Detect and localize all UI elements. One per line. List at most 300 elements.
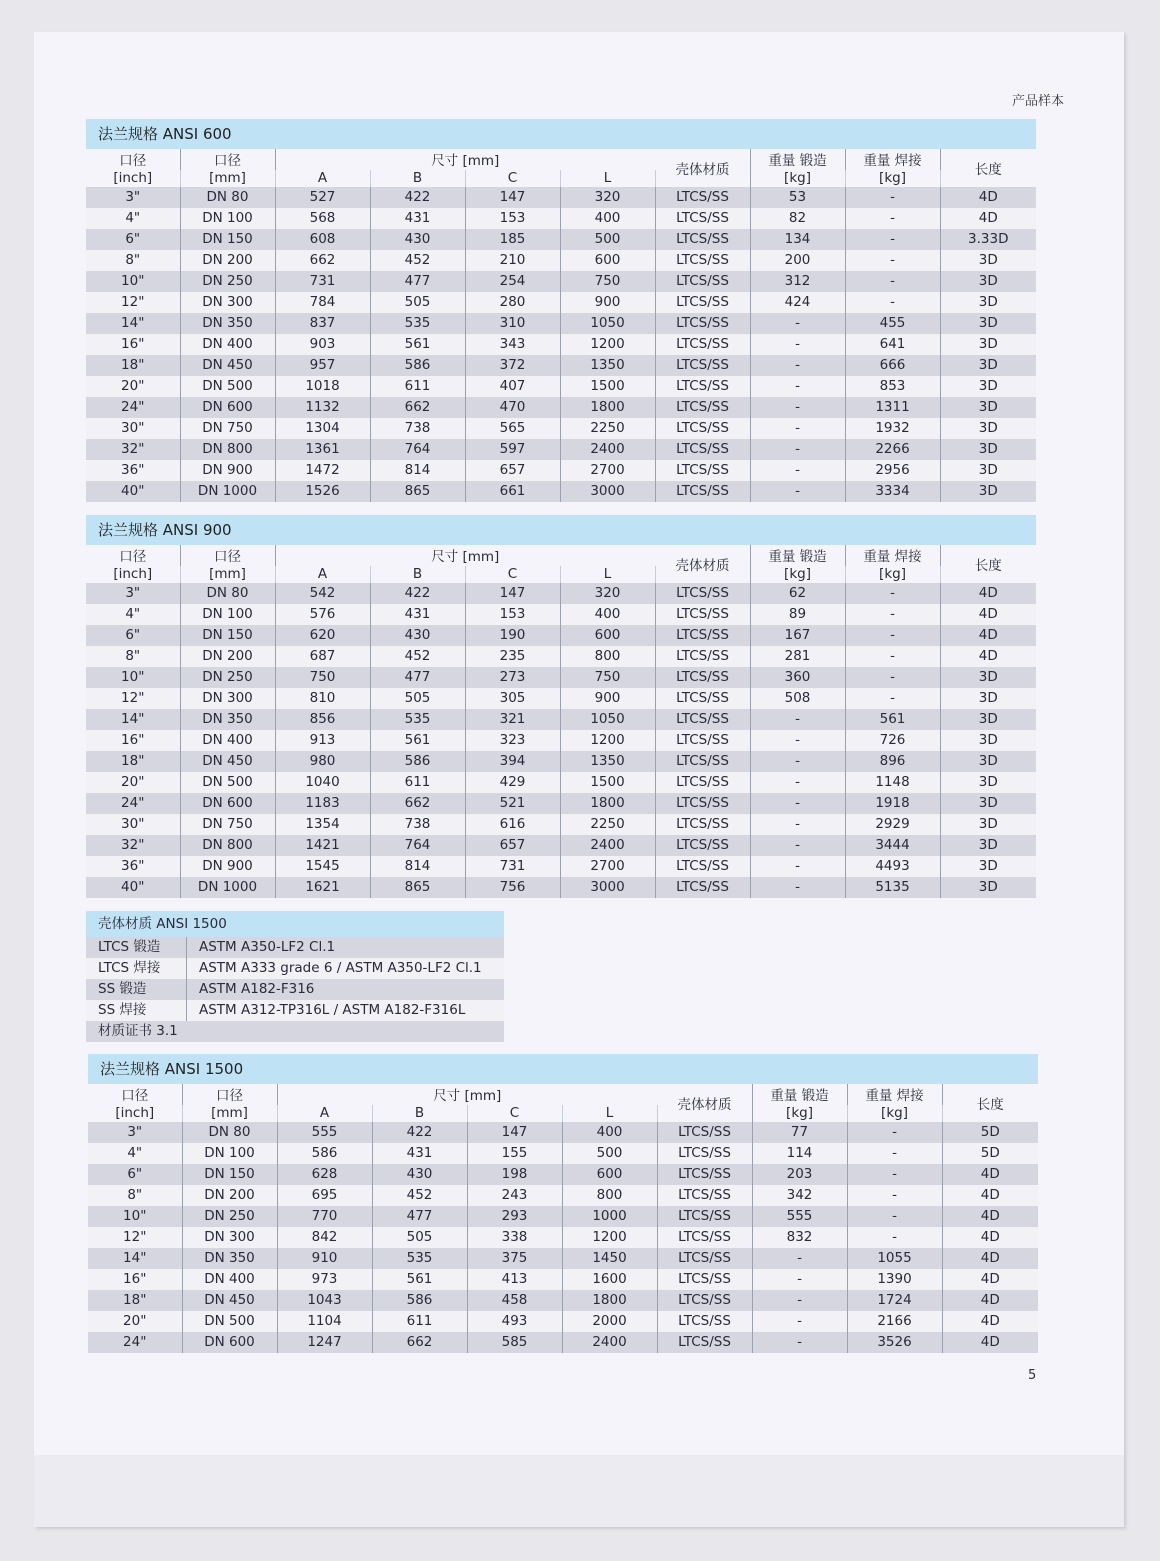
cell-length: 3D: [940, 460, 1036, 481]
cell-l: 1200: [562, 1227, 657, 1248]
cell-dn: DN 100: [182, 1143, 277, 1164]
spec-table-body: [86, 583, 1036, 898]
cell-weight-welded: 641: [845, 334, 940, 355]
cell-c: 407: [465, 376, 560, 397]
material-key: SS 焊接: [86, 1000, 187, 1021]
cell-length: 3D: [940, 355, 1036, 376]
cell-dn: DN 450: [180, 751, 275, 772]
cell-a: 695: [277, 1185, 372, 1206]
col-c: C: [465, 170, 560, 187]
cell-weight-forged: 82: [750, 208, 845, 229]
cell-material: LTCS/SS: [655, 334, 750, 355]
cell-c: 293: [467, 1206, 562, 1227]
col-weight-welded-unit: [kg]: [845, 566, 940, 583]
cell-a: 1526: [275, 481, 370, 502]
cell-l: 750: [560, 667, 655, 688]
cell-weight-welded: -: [845, 583, 940, 604]
cell-l: 320: [560, 583, 655, 604]
cell-c: 147: [467, 1122, 562, 1143]
cell-l: 1350: [560, 751, 655, 772]
cell-length: 4D: [942, 1185, 1038, 1206]
cell-length: 5D: [942, 1122, 1038, 1143]
cell-b: 662: [372, 1332, 467, 1353]
cell-inch: 16": [88, 1269, 182, 1290]
cell-c: 616: [465, 814, 560, 835]
table-row: [88, 1332, 1038, 1353]
table-row: [88, 1248, 1038, 1269]
cell-material: LTCS/SS: [657, 1185, 752, 1206]
cell-c: 429: [465, 772, 560, 793]
cell-b: 586: [370, 355, 465, 376]
cell-material: LTCS/SS: [657, 1269, 752, 1290]
cell-b: 764: [370, 835, 465, 856]
cell-weight-welded: 3444: [845, 835, 940, 856]
cell-l: 1600: [562, 1269, 657, 1290]
cell-material: LTCS/SS: [657, 1164, 752, 1185]
cell-b: 561: [370, 730, 465, 751]
cell-b: 452: [372, 1185, 467, 1206]
cell-length: 3D: [940, 250, 1036, 271]
table-row: [86, 208, 1036, 229]
cell-material: LTCS/SS: [655, 625, 750, 646]
material-key: LTCS 焊接: [86, 958, 187, 979]
cell-b: 662: [370, 793, 465, 814]
cell-b: 611: [370, 376, 465, 397]
cell-l: 1000: [562, 1206, 657, 1227]
cell-length: 3D: [940, 313, 1036, 334]
cell-material: LTCS/SS: [655, 751, 750, 772]
table-row: [88, 1122, 1038, 1143]
cell-a: 576: [275, 604, 370, 625]
cell-material: LTCS/SS: [655, 292, 750, 313]
table-row: [86, 376, 1036, 397]
cell-inch: 12": [86, 292, 180, 313]
cell-c: 493: [467, 1311, 562, 1332]
cell-b: 430: [370, 229, 465, 250]
cell-weight-forged: -: [750, 856, 845, 877]
cell-c: 198: [467, 1164, 562, 1185]
cell-length: 3D: [940, 334, 1036, 355]
cell-b: 505: [372, 1227, 467, 1248]
cell-weight-forged: -: [750, 355, 845, 376]
cell-weight-welded: -: [847, 1227, 942, 1248]
cell-weight-forged: -: [750, 751, 845, 772]
cell-weight-welded: 2956: [845, 460, 940, 481]
cell-a: 903: [275, 334, 370, 355]
col-dimensions: 尺寸 [mm]: [275, 545, 655, 566]
cell-inch: 18": [86, 355, 180, 376]
cell-material: LTCS/SS: [657, 1122, 752, 1143]
cell-material: LTCS/SS: [655, 583, 750, 604]
table-row: [86, 313, 1036, 334]
cell-a: 662: [275, 250, 370, 271]
cell-c: 597: [465, 439, 560, 460]
cell-a: 620: [275, 625, 370, 646]
cell-length: 4D: [942, 1332, 1038, 1353]
cell-inch: 18": [88, 1290, 182, 1311]
cell-b: 814: [370, 856, 465, 877]
cell-inch: 14": [86, 313, 180, 334]
cell-l: 500: [560, 229, 655, 250]
material-value: ASTM A350-LF2 Cl.1: [187, 937, 505, 958]
table-row: [86, 646, 1036, 667]
cell-c: 243: [467, 1185, 562, 1206]
cell-a: 1183: [275, 793, 370, 814]
cell-weight-forged: -: [752, 1290, 847, 1311]
material-key: LTCS 锻造: [86, 937, 187, 958]
cell-c: 470: [465, 397, 560, 418]
col-inch-unit: [inch]: [86, 170, 180, 187]
material-value: ASTM A182-F316: [187, 979, 505, 1000]
cell-dn: DN 80: [180, 583, 275, 604]
cell-material: LTCS/SS: [655, 397, 750, 418]
col-l: L: [560, 566, 655, 583]
cell-a: 1621: [275, 877, 370, 898]
col-length: 长度: [940, 149, 1036, 187]
cell-material: LTCS/SS: [657, 1206, 752, 1227]
cell-c: 413: [467, 1269, 562, 1290]
cell-weight-welded: 3334: [845, 481, 940, 502]
col-dimensions: 尺寸 [mm]: [277, 1084, 657, 1105]
cell-l: 1350: [560, 355, 655, 376]
col-weight-forged-unit: [kg]: [750, 170, 845, 187]
cell-l: 1800: [562, 1290, 657, 1311]
cell-weight-welded: 1918: [845, 793, 940, 814]
table-row: [86, 250, 1036, 271]
cell-dn: DN 450: [180, 355, 275, 376]
cell-c: 185: [465, 229, 560, 250]
cell-b: 586: [372, 1290, 467, 1311]
cell-dn: DN 150: [182, 1164, 277, 1185]
cell-weight-forged: 167: [750, 625, 845, 646]
cell-a: 628: [277, 1164, 372, 1185]
cell-l: 800: [560, 646, 655, 667]
col-a: A: [275, 170, 370, 187]
cell-length: 4D: [940, 646, 1036, 667]
cell-b: 814: [370, 460, 465, 481]
cell-length: 4D: [942, 1248, 1038, 1269]
cell-weight-forged: 62: [750, 583, 845, 604]
cell-inch: 6": [86, 625, 180, 646]
cell-inch: 32": [86, 835, 180, 856]
cell-material: LTCS/SS: [657, 1290, 752, 1311]
table-row: [86, 334, 1036, 355]
cell-length: 4D: [940, 583, 1036, 604]
table-row: [86, 418, 1036, 439]
col-weight-welded-top: 重量 焊接: [847, 1084, 942, 1105]
col-b: B: [370, 566, 465, 583]
cell-inch: 12": [86, 688, 180, 709]
cell-dn: DN 400: [180, 334, 275, 355]
cell-inch: 6": [88, 1164, 182, 1185]
cell-weight-forged: 342: [752, 1185, 847, 1206]
cell-inch: 40": [86, 877, 180, 898]
cell-l: 2700: [560, 856, 655, 877]
cell-length: 3D: [940, 667, 1036, 688]
materials-row: [86, 1021, 504, 1042]
cell-b: 561: [370, 334, 465, 355]
cell-b: 431: [370, 208, 465, 229]
cell-dn: DN 200: [182, 1185, 277, 1206]
cell-inch: 24": [86, 397, 180, 418]
paper-bottom-strip: [34, 1455, 1124, 1527]
col-mm-top: 口径: [180, 149, 275, 170]
cell-weight-welded: 1724: [847, 1290, 942, 1311]
cell-a: 608: [275, 229, 370, 250]
col-mm-top: 口径: [182, 1084, 277, 1105]
cell-c: 343: [465, 334, 560, 355]
cell-material: LTCS/SS: [655, 355, 750, 376]
cell-b: 611: [372, 1311, 467, 1332]
cell-l: 2400: [562, 1332, 657, 1353]
cell-c: 254: [465, 271, 560, 292]
cell-weight-welded: -: [845, 292, 940, 313]
cell-material: LTCS/SS: [655, 229, 750, 250]
cell-inch: 3": [86, 187, 180, 208]
cell-length: 3D: [940, 439, 1036, 460]
cell-a: 980: [275, 751, 370, 772]
cell-weight-welded: 1148: [845, 772, 940, 793]
catalog-header: 产品样本: [1011, 94, 1064, 109]
section-title: 法兰规格 ANSI 600: [86, 119, 1036, 149]
cell-b: 430: [372, 1164, 467, 1185]
cell-b: 505: [370, 292, 465, 313]
cell-dn: DN 100: [180, 604, 275, 625]
cell-l: 2400: [560, 835, 655, 856]
cell-inch: 8": [86, 250, 180, 271]
section-title: 法兰规格 ANSI 1500: [88, 1054, 1038, 1084]
cell-weight-welded: -: [847, 1185, 942, 1206]
cell-weight-forged: 312: [750, 271, 845, 292]
cell-inch: 10": [86, 271, 180, 292]
cell-material: LTCS/SS: [655, 604, 750, 625]
cell-length: 4D: [942, 1290, 1038, 1311]
cell-material: LTCS/SS: [657, 1143, 752, 1164]
cell-a: 527: [275, 187, 370, 208]
cell-inch: 8": [86, 646, 180, 667]
cell-dn: DN 500: [180, 772, 275, 793]
col-weight-welded-top: 重量 焊接: [845, 149, 940, 170]
table-row: [86, 793, 1036, 814]
cell-b: 738: [370, 814, 465, 835]
cell-material: LTCS/SS: [657, 1227, 752, 1248]
col-inch-unit: [inch]: [86, 566, 180, 583]
cell-dn: DN 150: [180, 625, 275, 646]
cell-c: 565: [465, 418, 560, 439]
col-weight-forged-top: 重量 锻造: [750, 545, 845, 566]
table-row: [86, 271, 1036, 292]
table-row: [88, 1290, 1038, 1311]
col-length: 长度: [942, 1084, 1038, 1122]
material-value: ASTM A333 grade 6 / ASTM A350-LF2 Cl.1: [187, 958, 505, 979]
cell-dn: DN 400: [182, 1269, 277, 1290]
table-row: [86, 730, 1036, 751]
cell-dn: DN 900: [180, 856, 275, 877]
table-row: [86, 856, 1036, 877]
cell-length: 3D: [940, 835, 1036, 856]
cell-inch: 32": [86, 439, 180, 460]
cell-dn: DN 500: [182, 1311, 277, 1332]
cell-a: 1040: [275, 772, 370, 793]
cell-inch: 30": [86, 418, 180, 439]
cell-inch: 4": [88, 1143, 182, 1164]
cell-material: LTCS/SS: [655, 667, 750, 688]
cell-l: 750: [560, 271, 655, 292]
col-a: A: [275, 566, 370, 583]
col-mm-unit: [mm]: [180, 566, 275, 583]
cell-c: 731: [465, 856, 560, 877]
cell-b: 865: [370, 877, 465, 898]
cell-a: 1043: [277, 1290, 372, 1311]
cell-weight-forged: -: [750, 877, 845, 898]
cell-weight-welded: 561: [845, 709, 940, 730]
cell-dn: DN 150: [180, 229, 275, 250]
cell-weight-welded: 3526: [847, 1332, 942, 1353]
col-c: C: [467, 1105, 562, 1122]
col-length: 长度: [940, 545, 1036, 583]
cell-b: 738: [370, 418, 465, 439]
cell-weight-welded: -: [847, 1206, 942, 1227]
cell-material: LTCS/SS: [657, 1332, 752, 1353]
table-row: [86, 229, 1036, 250]
col-dimensions: 尺寸 [mm]: [275, 149, 655, 170]
cell-b: 452: [370, 250, 465, 271]
cell-b: 535: [372, 1248, 467, 1269]
cell-a: 810: [275, 688, 370, 709]
cell-l: 1050: [560, 709, 655, 730]
cell-dn: DN 750: [180, 418, 275, 439]
cell-weight-forged: -: [750, 793, 845, 814]
table-row: [86, 397, 1036, 418]
cell-dn: DN 100: [180, 208, 275, 229]
cell-inch: 30": [86, 814, 180, 835]
cell-b: 561: [372, 1269, 467, 1290]
cell-material: LTCS/SS: [657, 1248, 752, 1269]
cell-dn: DN 600: [180, 793, 275, 814]
cell-length: 4D: [942, 1311, 1038, 1332]
cell-dn: DN 80: [180, 187, 275, 208]
cell-length: 3D: [940, 271, 1036, 292]
col-mm-top: 口径: [180, 545, 275, 566]
cell-a: 837: [275, 313, 370, 334]
spec-section-ansi-600: [86, 119, 1036, 502]
cell-material: LTCS/SS: [655, 646, 750, 667]
cell-weight-welded: -: [847, 1122, 942, 1143]
col-b: B: [372, 1105, 467, 1122]
cell-l: 1500: [560, 376, 655, 397]
cell-b: 431: [370, 604, 465, 625]
cell-weight-forged: -: [750, 334, 845, 355]
cell-a: 1421: [275, 835, 370, 856]
table-row: [88, 1269, 1038, 1290]
cell-weight-welded: 5135: [845, 877, 940, 898]
cell-weight-welded: -: [847, 1164, 942, 1185]
cell-inch: 4": [86, 604, 180, 625]
cell-length: 5D: [942, 1143, 1038, 1164]
cell-c: 147: [465, 187, 560, 208]
cell-c: 394: [465, 751, 560, 772]
cell-dn: DN 500: [180, 376, 275, 397]
table-row: [86, 667, 1036, 688]
cell-weight-forged: -: [750, 439, 845, 460]
col-inch-top: 口径: [86, 149, 180, 170]
cell-b: 611: [370, 772, 465, 793]
cell-length: 3D: [940, 877, 1036, 898]
cell-l: 2250: [560, 814, 655, 835]
cell-length: 3D: [940, 688, 1036, 709]
col-weight-welded-unit: [kg]: [847, 1105, 942, 1122]
cell-inch: 18": [86, 751, 180, 772]
cell-material: LTCS/SS: [655, 271, 750, 292]
page-number: 5: [1028, 1368, 1037, 1383]
cell-inch: 20": [88, 1311, 182, 1332]
cell-inch: 14": [88, 1248, 182, 1269]
cell-dn: DN 200: [180, 250, 275, 271]
cell-a: 913: [275, 730, 370, 751]
cell-length: 3D: [940, 751, 1036, 772]
cell-a: 1018: [275, 376, 370, 397]
cell-l: 900: [560, 292, 655, 313]
cell-inch: 16": [86, 334, 180, 355]
cell-b: 422: [370, 187, 465, 208]
cell-weight-forged: 114: [752, 1143, 847, 1164]
cell-c: 310: [465, 313, 560, 334]
cell-material: LTCS/SS: [655, 418, 750, 439]
cell-length: 3D: [940, 292, 1036, 313]
table-row: [86, 625, 1036, 646]
cell-dn: DN 900: [180, 460, 275, 481]
col-l: L: [562, 1105, 657, 1122]
cell-weight-forged: 89: [750, 604, 845, 625]
cell-inch: 36": [86, 856, 180, 877]
table-row: [86, 751, 1036, 772]
cell-b: 452: [370, 646, 465, 667]
table-row: [86, 772, 1036, 793]
cell-c: 372: [465, 355, 560, 376]
cell-c: 280: [465, 292, 560, 313]
cell-c: 190: [465, 625, 560, 646]
spec-table: [88, 1084, 1038, 1353]
cell-dn: DN 300: [180, 688, 275, 709]
cell-l: 500: [562, 1143, 657, 1164]
col-l: L: [560, 170, 655, 187]
table-row: [86, 835, 1036, 856]
cell-weight-forged: -: [752, 1332, 847, 1353]
cell-a: 1104: [277, 1311, 372, 1332]
material-certificate: 材质证书 3.1: [86, 1021, 504, 1042]
cell-dn: DN 600: [180, 397, 275, 418]
cell-weight-welded: -: [845, 688, 940, 709]
cell-weight-welded: -: [845, 646, 940, 667]
cell-length: 4D: [940, 187, 1036, 208]
table-row: [88, 1311, 1038, 1332]
cell-c: 657: [465, 460, 560, 481]
cell-a: 687: [275, 646, 370, 667]
cell-b: 505: [370, 688, 465, 709]
cell-dn: DN 250: [182, 1206, 277, 1227]
table-row: [86, 187, 1036, 208]
cell-a: 542: [275, 583, 370, 604]
cell-l: 320: [560, 187, 655, 208]
cell-weight-welded: 4493: [845, 856, 940, 877]
table-row: [86, 877, 1036, 898]
cell-length: 4D: [942, 1227, 1038, 1248]
table-row: [86, 688, 1036, 709]
cell-a: 856: [275, 709, 370, 730]
cell-c: 521: [465, 793, 560, 814]
cell-weight-forged: -: [750, 313, 845, 334]
section-title: 法兰规格 ANSI 900: [86, 515, 1036, 545]
